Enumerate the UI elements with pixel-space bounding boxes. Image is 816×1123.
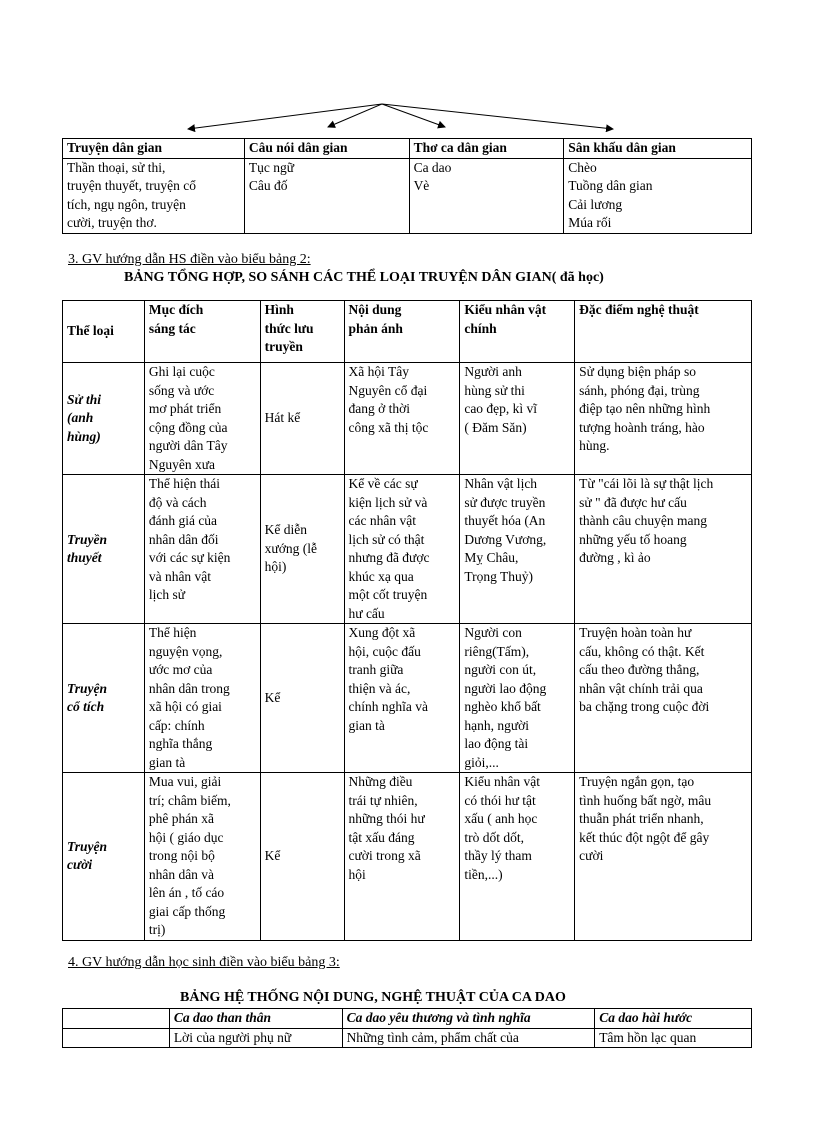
cell-line: người lao động xyxy=(464,680,547,696)
cell-line: cấu theo đường thẳng, xyxy=(579,662,700,677)
cell-line: và nhân vật xyxy=(148,568,212,584)
purpose-cell xyxy=(144,773,260,941)
cell-line: hùng. xyxy=(579,438,610,453)
genre-cell xyxy=(63,624,145,773)
cell-line: lịch sử có thật xyxy=(348,531,425,547)
cell-line: nghèo khổ bất xyxy=(464,699,541,714)
cell-line: nhân dân đối xyxy=(148,531,219,547)
cell-line: Thể hiện xyxy=(148,625,197,640)
cell-line: hùng sử thi xyxy=(464,382,525,398)
cell-line: cấu, không có thật. Kết xyxy=(579,643,705,659)
cell-line: Kiểu nhân vật xyxy=(464,774,541,789)
cell-line: hội ( giáo dục xyxy=(148,829,224,845)
cell-line: hội xyxy=(348,866,366,882)
header-cell: Thơ ca dân gian xyxy=(409,139,564,159)
cell-line: hùng) xyxy=(67,428,101,444)
content-cell xyxy=(344,363,460,475)
cell-line: Nguyên cổ đại xyxy=(348,382,428,398)
header-cell xyxy=(344,301,460,363)
cell-line: tiền,...) xyxy=(464,866,503,882)
cell-line: Ghi lại cuộc xyxy=(148,364,215,379)
cell-line: độ và cách xyxy=(148,494,207,510)
cell-line: nghĩa thắng xyxy=(148,736,213,751)
cell-line: chính xyxy=(464,320,497,336)
cell-line: đang ở thời xyxy=(348,401,411,416)
cell-line: Thể hiện thái xyxy=(148,476,221,491)
header-cell: Ca dao yêu thương và tình nghĩa xyxy=(342,1009,595,1029)
cell-line: những yếu tố hoang xyxy=(579,531,687,547)
cell-line: nhân dân và xyxy=(148,866,215,882)
cell-line: Kể xyxy=(264,689,281,705)
table-row xyxy=(63,158,752,233)
cell-line: trò dốt dốt, xyxy=(464,829,524,845)
cell-line: tật xấu đáng xyxy=(348,829,415,845)
cell-line: sánh, phóng đại, trùng xyxy=(579,382,700,398)
cell-line: Tuồng dân gian xyxy=(568,178,653,193)
cell-line: Xã hội Tây xyxy=(348,364,409,379)
cell-line: cười trong xã xyxy=(348,848,421,863)
cell-line: Người anh xyxy=(464,364,522,379)
purpose-cell xyxy=(144,624,260,773)
header-cell xyxy=(63,301,145,363)
table-row xyxy=(63,1028,752,1048)
cell-line: thầy lý tham xyxy=(464,848,532,863)
cell-line: tượng hoành tráng, hào xyxy=(579,419,705,435)
art-cell xyxy=(575,475,752,624)
cell-line: Kể xyxy=(264,848,281,863)
cell-line: thuyết xyxy=(67,550,102,565)
table-row xyxy=(63,363,752,475)
purpose-cell xyxy=(144,475,260,624)
cell-line: cười, truyện thơ. xyxy=(67,215,157,230)
table-2-title: BẢNG TỔNG HỢP, SO SÁNH CÁC THỂ LOẠI TRUYỆN DÂN GIAN( đã học) xyxy=(124,270,604,285)
table-row xyxy=(63,624,752,773)
cell-line: với các sự kiện xyxy=(148,550,231,565)
cell-line: khúc xạ qua xyxy=(348,568,414,584)
cell-line: mơ phát triển xyxy=(148,401,222,416)
cell-line: Từ "cái lõi là sự thật lịch xyxy=(579,476,714,491)
cell-line: hội, cuộc đấu xyxy=(348,643,421,659)
table-cell xyxy=(564,158,752,233)
cell-line: Đặc điểm nghệ thuật xyxy=(579,302,699,317)
art-cell xyxy=(575,363,752,475)
cell-line: xấu ( anh học xyxy=(464,811,538,826)
cell-line: Ca dao xyxy=(413,159,452,175)
cell-line: cổ tích xyxy=(67,699,105,714)
header-cell xyxy=(260,301,344,363)
cell-line: nhân vật chính trải qua xyxy=(579,680,703,696)
cell-line: Chèo xyxy=(568,159,597,175)
form-cell xyxy=(260,624,344,773)
branch-arrows xyxy=(0,0,816,140)
content-cell xyxy=(344,773,460,941)
cell-line: một cốt truyện xyxy=(348,587,428,602)
cell-line: đường , kì ảo xyxy=(579,550,651,565)
form-cell xyxy=(260,363,344,475)
header-cell: Câu nói dân gian xyxy=(244,139,409,159)
cell-line: đánh giá của xyxy=(148,513,218,528)
cell-line: Tục ngữ xyxy=(248,159,295,175)
purpose-cell xyxy=(144,363,260,475)
cell-line: Câu đố xyxy=(248,178,288,193)
table-row xyxy=(63,475,752,624)
cell-line: sống và ước xyxy=(148,382,215,398)
cell-line: người con út, xyxy=(464,662,537,677)
cell-line: nguyện vọng, xyxy=(148,643,223,659)
cell-line: điệp tạo nên những hình xyxy=(579,401,711,416)
table-3-title: BẢNG HỆ THỐNG NỘI DUNG, NGHỆ THUẬT CỦA CA DAO xyxy=(180,990,566,1005)
cell-line: cười xyxy=(67,857,93,873)
header-cell: Ca dao than thân xyxy=(169,1009,342,1029)
cell-line: Thần thoại, sử thi, xyxy=(67,159,166,175)
cell-line: hạnh, người xyxy=(464,717,530,733)
cell-line: Kể về các sự xyxy=(348,476,418,491)
cell-line: cấp: chính xyxy=(148,717,205,733)
cell-line: nhưng đã được xyxy=(348,550,430,565)
table-cell xyxy=(244,158,409,233)
character-cell xyxy=(460,363,575,475)
cell-line: xướng (lễ xyxy=(264,540,317,556)
content-cell xyxy=(344,624,460,773)
cell-line: nhân dân trong xyxy=(148,680,230,696)
cell-line: ước mơ của xyxy=(148,662,213,677)
cell-line: Truyện hoàn toàn hư xyxy=(579,625,692,640)
header-cell: Truyện dân gian xyxy=(63,139,245,159)
character-cell xyxy=(460,475,575,624)
cell-line: tích, ngụ ngôn, truyện xyxy=(67,196,186,212)
cell-line: truyền xyxy=(264,339,303,354)
cell-line: cộng đồng của xyxy=(148,419,228,435)
cell-line: Dương Vương, xyxy=(464,531,547,547)
table-cell: Những tình cảm, phẩm chất của xyxy=(342,1028,595,1048)
cell-line: các nhân vật xyxy=(348,513,416,528)
cell-line: trị) xyxy=(148,922,166,937)
cell-line: Thể loại xyxy=(67,323,114,339)
content-cell xyxy=(344,475,460,624)
header-cell: Sân khấu dân gian xyxy=(564,139,752,159)
cell-line: Truyện ngắn gọn, tạo xyxy=(579,774,695,789)
table-cell xyxy=(63,1028,170,1048)
form-cell xyxy=(260,475,344,624)
cell-line: riêng(Tấm), xyxy=(464,643,530,659)
cell-line: kiện lịch sử và xyxy=(348,494,428,510)
cell-line: gian tà xyxy=(348,717,385,733)
cell-line: sáng tác xyxy=(148,320,196,336)
genre-cell xyxy=(63,363,145,475)
table-header-row xyxy=(63,1009,752,1029)
cell-line: ba chặng trong cuộc đời xyxy=(579,699,710,714)
section-3-heading: 3. GV hướng dẫn HS điền vào biểu bảng 2: xyxy=(68,252,311,267)
genre-cell xyxy=(63,773,145,941)
cell-line: hư cấu xyxy=(348,605,385,621)
cell-line: Nguyên xưa xyxy=(148,456,216,472)
cell-line: hội) xyxy=(264,559,287,575)
cell-line: trong nội bộ xyxy=(148,848,215,863)
cell-line: Cải lương xyxy=(568,196,623,212)
cell-line: Xung đột xã xyxy=(348,625,416,640)
cell-line: cười xyxy=(579,848,604,863)
cell-line: phê phán xã xyxy=(148,811,215,826)
cell-line: giỏi,... xyxy=(464,754,499,770)
cell-line: Nhân vật lịch xyxy=(464,476,538,491)
folk-genres-table xyxy=(62,138,752,234)
cell-line: giai cấp thống xyxy=(148,903,226,919)
header-cell xyxy=(63,1009,170,1029)
cell-line: tranh giữa xyxy=(348,662,404,677)
cell-line: cao đẹp, kì vĩ xyxy=(464,401,538,416)
cell-line: phản ánh xyxy=(348,320,403,336)
table-header-row xyxy=(63,301,752,363)
cell-line: Truyện xyxy=(67,838,107,854)
cell-line: trí; châm biếm, xyxy=(148,792,231,808)
cell-line: kết thúc đột ngột để gây xyxy=(579,829,710,845)
cell-line: Kể diễn xyxy=(264,522,308,538)
cell-line: xã hội có giai xyxy=(148,699,222,714)
cell-line: Mua vui, giải xyxy=(148,774,222,789)
cell-line: lên án , tố cáo xyxy=(148,885,225,900)
cell-line: sử được truyền xyxy=(464,494,546,510)
cell-line: tình huống bất ngờ, mâu xyxy=(579,792,712,808)
cell-line: gian tà xyxy=(148,754,186,770)
cell-line: thiện và ác, xyxy=(348,680,411,696)
cell-line: thành câu chuyện mang xyxy=(579,513,707,528)
cell-line: thuẫn phát triển nhanh, xyxy=(579,811,704,826)
cell-line: Mục đích xyxy=(148,302,204,317)
cell-line: Những điều xyxy=(348,774,413,789)
ca-dao-table xyxy=(62,1008,752,1048)
cell-line: trái tự nhiên, xyxy=(348,792,418,808)
cell-line: lịch sử xyxy=(148,587,186,602)
cell-line: những thói hư xyxy=(348,811,425,826)
art-cell xyxy=(575,624,752,773)
cell-line: Vè xyxy=(413,178,430,193)
cell-line: sử " đã được hư cấu xyxy=(579,494,687,510)
cell-line: Sử thi xyxy=(67,391,101,407)
cell-line: Trọng Thuỷ) xyxy=(464,568,533,584)
cell-line: chính nghĩa và xyxy=(348,699,428,714)
cell-line: truyện thuyết, truyện cổ xyxy=(67,178,196,193)
table-cell: Lời của người phụ nữ xyxy=(169,1028,342,1048)
cell-line: lao động tài xyxy=(464,736,529,751)
cell-line: (anh xyxy=(67,410,94,426)
cell-line: Múa rối xyxy=(568,215,612,230)
cell-line: thuyết hóa (An xyxy=(464,513,546,528)
header-cell: Ca dao hài hước xyxy=(595,1009,752,1029)
section-4-heading: 4. GV hướng dẫn học sinh điền vào biểu bảng 3: xyxy=(68,955,340,970)
cell-line: Sử dụng biện pháp so xyxy=(579,364,696,379)
cell-line: người dân Tây xyxy=(148,438,228,453)
cell-line: Hình xyxy=(264,302,294,317)
cell-line: Nội dung xyxy=(348,302,402,317)
form-cell xyxy=(260,773,344,941)
cell-line: Kiểu nhân vật xyxy=(464,302,547,317)
cell-line: có thói hư tật xyxy=(464,792,536,808)
cell-line: Truyện xyxy=(67,680,107,696)
character-cell xyxy=(460,624,575,773)
genre-cell xyxy=(63,475,145,624)
cell-line: Mỵ Châu, xyxy=(464,550,519,565)
table-header-row xyxy=(63,139,752,159)
header-cell xyxy=(144,301,260,363)
art-cell xyxy=(575,773,752,941)
header-cell xyxy=(575,301,752,363)
cell-line: ( Đăm Săn) xyxy=(464,419,527,435)
cell-line: Người con xyxy=(464,625,522,640)
folk-story-comparison-table xyxy=(62,300,752,941)
cell-line: Hát kể xyxy=(264,410,301,426)
table-cell: Tâm hồn lạc quan xyxy=(595,1028,752,1048)
cell-line: thức lưu xyxy=(264,320,314,336)
cell-line: Truyền xyxy=(67,531,107,547)
cell-line: công xã thị tộc xyxy=(348,419,429,435)
table-row xyxy=(63,773,752,941)
table-cell xyxy=(409,158,564,233)
table-cell xyxy=(63,158,245,233)
character-cell xyxy=(460,773,575,941)
header-cell xyxy=(460,301,575,363)
